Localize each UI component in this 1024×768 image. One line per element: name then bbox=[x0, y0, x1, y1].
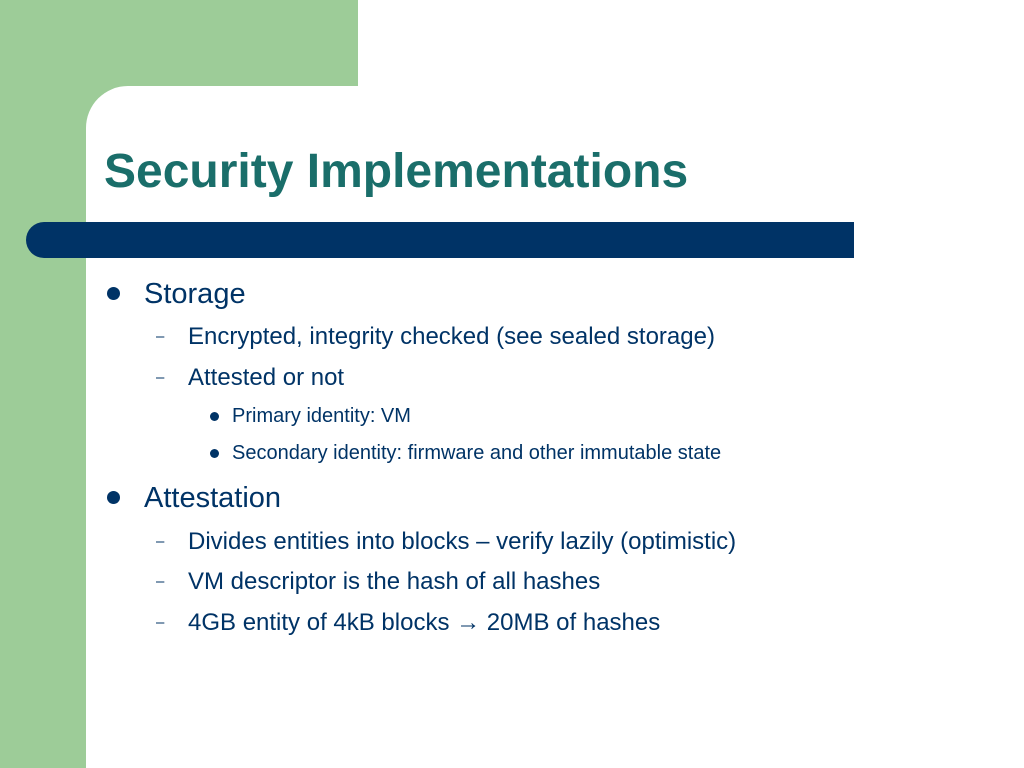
dash-icon: – bbox=[156, 533, 165, 550]
bullet-dot-icon bbox=[107, 491, 120, 504]
subsubbullet-text: Primary identity: VM bbox=[232, 405, 411, 427]
subsubbullet-text: Secondary identity: firmware and other immutable state bbox=[232, 442, 722, 464]
bullet-text: Storage bbox=[144, 278, 246, 310]
bullet-text: Attestation bbox=[144, 482, 282, 514]
subbullet-text: VM descriptor is the hash of all hashes bbox=[188, 568, 601, 595]
dash-icon: – bbox=[156, 573, 165, 590]
subbullet-text: Attested or not bbox=[188, 364, 345, 391]
bullet-dot-icon bbox=[210, 412, 219, 421]
slide-title: Security Implementations bbox=[104, 145, 689, 198]
bullet-dot-icon bbox=[210, 449, 219, 458]
bullet-dot-icon bbox=[107, 287, 120, 300]
dash-icon: – bbox=[156, 328, 165, 345]
subbullet-text: 4GB entity of 4kB blocks → 20MB of hashes bbox=[188, 609, 661, 636]
title-underline-bar bbox=[26, 222, 854, 258]
subbullet-text: Divides entities into blocks – verify lazily (optimistic) bbox=[188, 528, 737, 555]
dash-icon: – bbox=[156, 369, 165, 386]
subbullet-text: Encrypted, integrity checked (see sealed storage) bbox=[188, 323, 715, 350]
dash-icon: – bbox=[156, 614, 165, 631]
